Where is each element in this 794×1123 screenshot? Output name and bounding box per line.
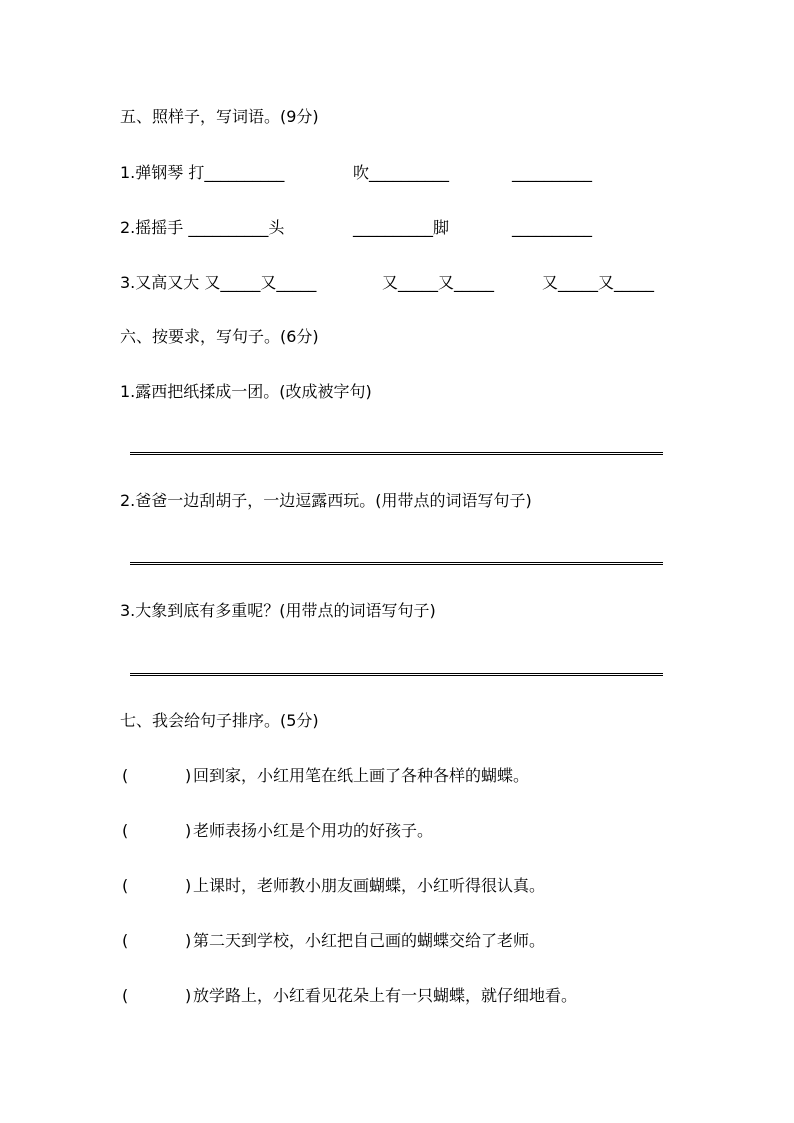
order-bracket-close[interactable]: ) <box>185 931 192 950</box>
order-bracket-open[interactable]: ( <box>122 821 129 840</box>
section-5-row-1-b: 吹__________ <box>353 163 450 182</box>
order-sentence-5: 放学路上，小红看见花朵上有一只蝴蝶，就仔细地看。 <box>193 986 578 1005</box>
order-bracket-open[interactable]: ( <box>122 986 129 1005</box>
section-6-heading: 六、按要求，写句子。(6分) <box>120 327 319 346</box>
order-bracket-open[interactable]: ( <box>122 931 129 950</box>
section-5-row-2-c: __________ <box>512 218 592 237</box>
section-5-row-1-a: 1.弹钢琴 打__________ <box>120 163 285 182</box>
order-sentence-2: 老师表扬小红是个用功的好孩子。 <box>193 821 434 840</box>
section-5-row-1-c: __________ <box>512 163 592 182</box>
section-5-row-2-a: 2.摇摇手 __________头 <box>120 218 285 237</box>
order-bracket-close[interactable]: ) <box>185 876 192 895</box>
section-5-row-3-c: 又_____又_____ <box>542 273 655 292</box>
section-6-item-3: 3.大象到底有多重呢？(用带点的词语写句子) <box>120 601 436 620</box>
order-bracket-close[interactable]: ) <box>185 821 192 840</box>
order-bracket-close[interactable]: ) <box>185 766 192 785</box>
order-bracket-open[interactable]: ( <box>122 876 129 895</box>
section-6-item-1: 1.露西把纸揉成一团。(改成被字句) <box>120 382 372 401</box>
section-7-heading: 七、我会给句子排序。(5分) <box>120 711 319 730</box>
answer-line-2[interactable] <box>130 562 663 563</box>
section-5-row-3-b: 又_____又_____ <box>382 273 495 292</box>
section-6-item-2: 2.爸爸一边刮胡子，一边逗露西玩。(用带点的词语写句子) <box>120 491 532 510</box>
section-5-row-2-b: __________脚 <box>353 218 450 237</box>
section-5-heading: 五、照样子，写词语。(9分) <box>120 107 319 126</box>
order-sentence-3: 上课时，老师教小朋友画蝴蝶，小红听得很认真。 <box>193 876 546 895</box>
answer-line-1[interactable] <box>130 452 663 453</box>
order-bracket-close[interactable]: ) <box>185 986 192 1005</box>
section-5-row-3-a: 3.又高又大 又_____又_____ <box>120 273 317 292</box>
order-sentence-1: 回到家，小红用笔在纸上画了各种各样的蝴蝶。 <box>193 766 530 785</box>
order-sentence-4: 第二天到学校，小红把自己画的蝴蝶交给了老师。 <box>193 931 546 950</box>
order-bracket-open[interactable]: ( <box>122 766 129 785</box>
answer-line-3[interactable] <box>130 673 663 674</box>
